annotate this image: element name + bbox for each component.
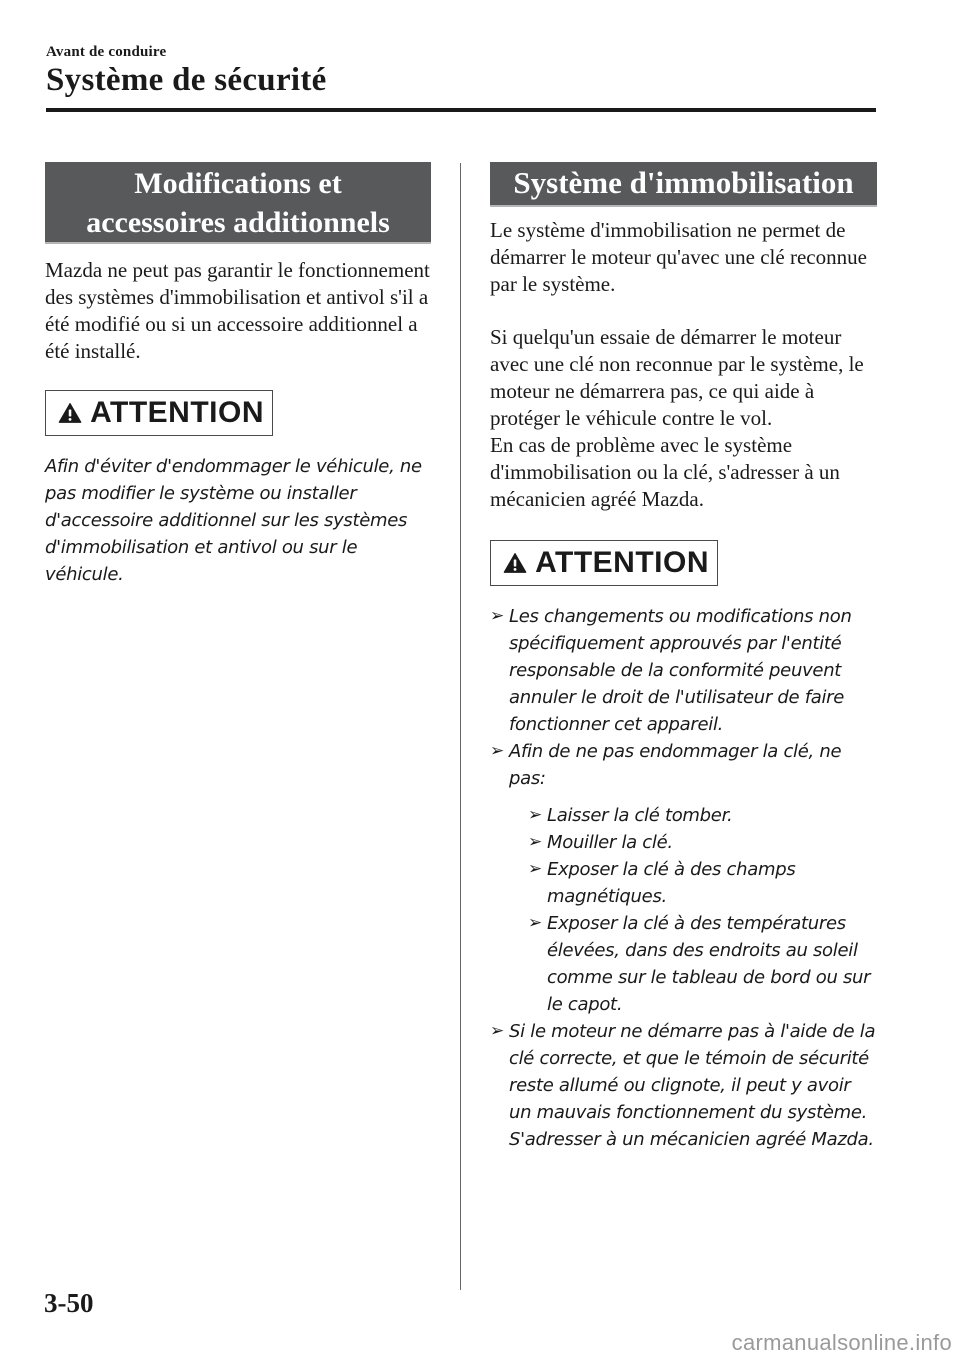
sub-bullet-text: Mouiller la clé.: [547, 832, 673, 853]
sub-bullet-text: Exposer la clé à des champs magnétiques.: [547, 859, 796, 907]
right-column: [490, 162, 877, 1153]
attention-label: ATTENTION: [535, 546, 709, 579]
header-rule: [46, 108, 876, 112]
list-item: [490, 603, 877, 738]
sub-bullet-text: Exposer la clé à des températures élevées, dans des endroits au soleil comme sur le tableau de bord ou sur le capot.: [547, 913, 871, 1015]
right-body-text-3: En cas de problème avec le système d'immobilisation ou la clé, s'adresser à un mécanicien agréé Mazda.: [490, 433, 840, 511]
left-banner-line-1: Modifications et: [134, 167, 342, 200]
arrow-bullet-icon: ➢: [490, 741, 504, 761]
attention-box-left: [45, 390, 273, 436]
left-banner-line-2: accessoires additionnels: [86, 206, 390, 239]
attention-box-right: [490, 540, 718, 586]
arrow-bullet-icon: ➢: [528, 832, 542, 852]
arrow-bullet-icon: ➢: [528, 805, 542, 825]
list-item: [528, 829, 877, 856]
sub-bullet-list: [528, 802, 877, 1018]
warning-triangle-icon: [58, 398, 82, 428]
bullet-text: Afin de ne pas endommager la clé, ne pas:: [509, 741, 842, 789]
arrow-bullet-icon: ➢: [490, 606, 504, 626]
list-item: [490, 1018, 877, 1153]
sub-bullet-text: Laisser la clé tomber.: [547, 805, 733, 826]
left-column: [45, 162, 431, 588]
warning-triangle-icon: [503, 548, 527, 578]
left-warning-text: Afin d'éviter d'endommager le véhicule, ne pas modifier le système ou installer d'accessoire additionnel sur les systèmes d'immobilisation et antivol ou sur le véhicule.: [45, 456, 422, 585]
left-section-banner: [45, 162, 431, 244]
list-item: [528, 856, 877, 910]
arrow-bullet-icon: ➢: [490, 1021, 504, 1041]
right-body-text-1: Le système d'immobilisation ne permet de démarrer le moteur qu'avec une clé reconnue par le système.: [490, 218, 867, 296]
bullet-text: Les changements ou modifications non spécifiquement approuvés par l'entité responsable de la conformité peuvent annuler le droit de l'utilisateur de faire fonctionner cet appareil.: [509, 606, 852, 735]
section-label: Avant de conduire: [46, 44, 167, 60]
page-heading: Système de sécurité: [46, 62, 327, 98]
column-divider: [460, 163, 461, 1290]
arrow-bullet-icon: ➢: [528, 859, 542, 879]
page-number: 3-50: [44, 1288, 94, 1318]
watermark-link[interactable]: carmanualsonline.info: [731, 1330, 952, 1355]
attention-bullet-list: [490, 603, 877, 1153]
arrow-bullet-icon: ➢: [528, 913, 542, 933]
list-item: [528, 910, 877, 1018]
right-body-text-2: Si quelqu'un essaie de démarrer le moteur avec une clé non reconnue par le système, le moteur ne démarrera pas, ce qui aide à protéger le véhicule contre le vol.: [490, 325, 864, 430]
bullet-text: Si le moteur ne démarre pas à l'aide de la clé correcte, et que le témoin de sécurité reste allumé ou clignote, il peut y avoir un mauvais fonctionnement du système. S'adresser à un mécanicien agréé Mazda.: [509, 1021, 876, 1150]
attention-label: ATTENTION: [90, 396, 264, 429]
list-item: [528, 802, 877, 829]
left-body-text: Mazda ne peut pas garantir le fonctionnement des systèmes d'immobilisation et antivol s'il a été modifié ou si un accessoire additionnel a été installé.: [45, 258, 430, 363]
list-item: [490, 738, 877, 1018]
right-section-banner: Système d'immobilisation: [490, 162, 877, 207]
